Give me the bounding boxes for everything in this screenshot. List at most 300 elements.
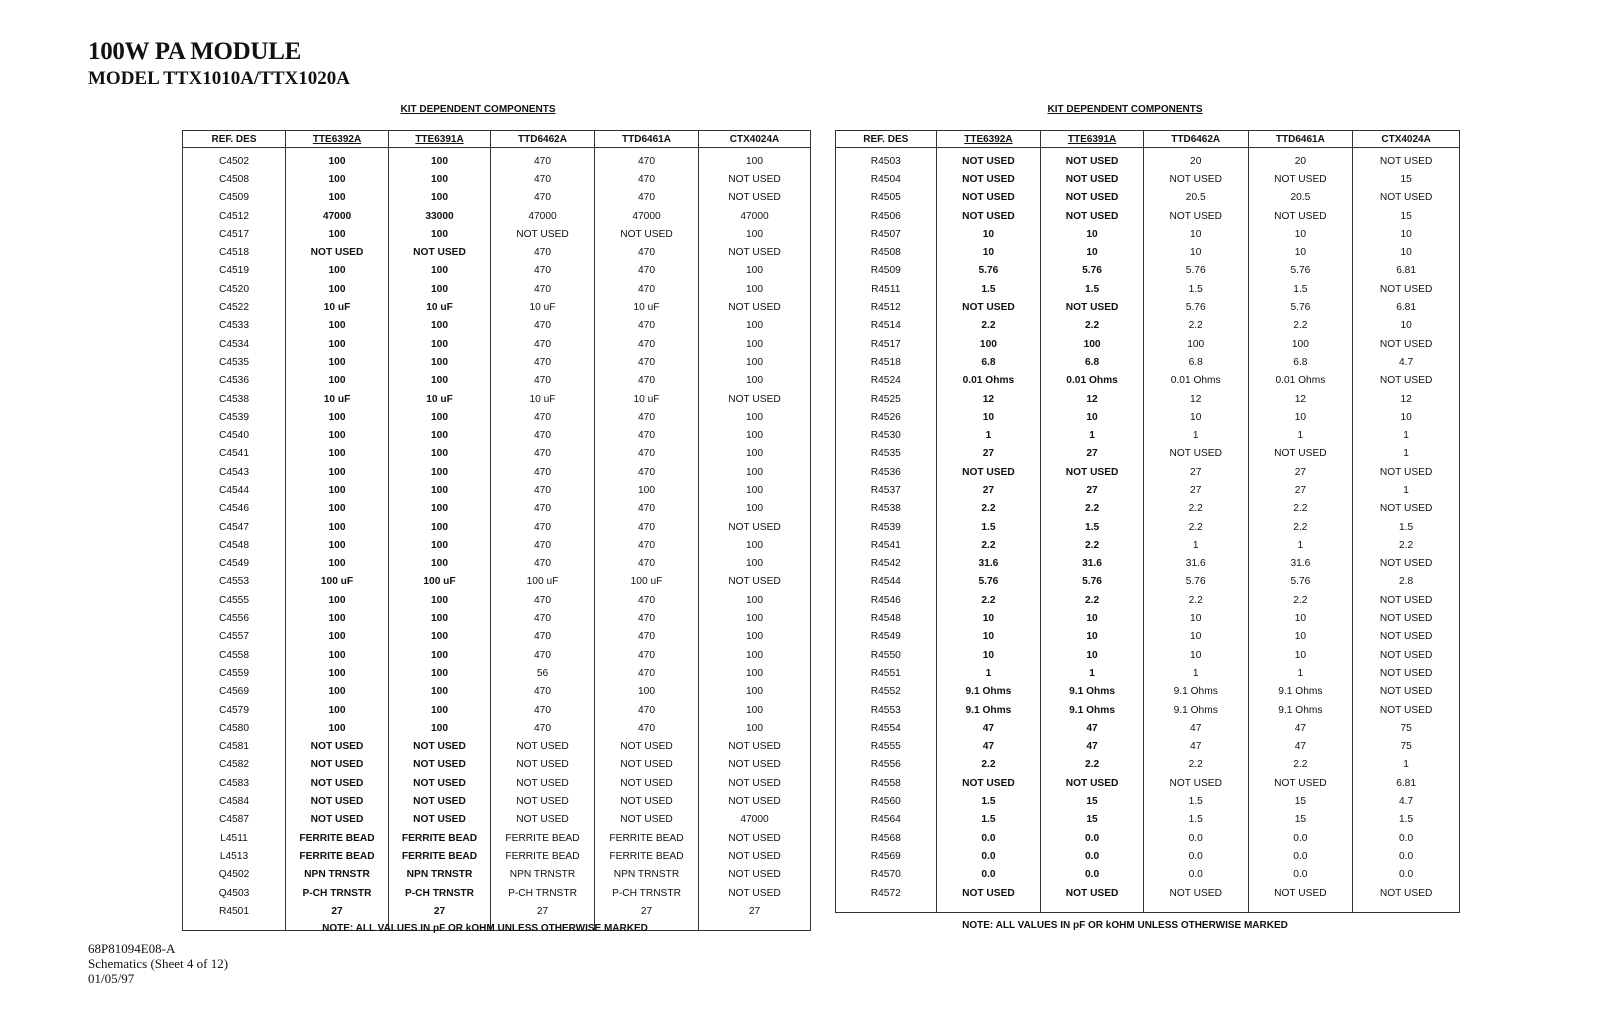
ref-des-cell: C4519 — [183, 262, 286, 280]
value-cell: 10 uF — [491, 298, 595, 316]
table-row — [836, 628, 1460, 646]
ref-des-cell: R4518 — [836, 353, 937, 371]
value-cell: 2.2 — [1041, 591, 1144, 609]
value-cell: NOT USED — [1143, 170, 1248, 188]
value-cell: 31.6 — [936, 555, 1041, 573]
value-cell: 10 uF — [389, 298, 491, 316]
value-cell: 100 — [699, 701, 811, 719]
value-cell: 470 — [595, 317, 699, 335]
document-footer — [88, 941, 228, 986]
ref-des-cell: C4557 — [183, 628, 286, 646]
ref-des-cell: R4550 — [836, 646, 937, 664]
column-header: TTE6392A — [936, 131, 1041, 148]
ref-des-cell: L4511 — [183, 829, 286, 847]
value-cell: 0.0 — [1143, 847, 1248, 865]
ref-des-cell: R4552 — [836, 683, 937, 701]
ref-des-cell: R4508 — [836, 243, 937, 261]
table-row — [836, 518, 1460, 536]
value-cell: 100 — [699, 664, 811, 682]
value-cell: NOT USED — [936, 463, 1041, 481]
table-row — [183, 298, 811, 316]
value-cell: 6.8 — [1248, 353, 1353, 371]
value-cell: 100 — [699, 353, 811, 371]
value-cell: NOT USED — [286, 792, 389, 810]
table-row — [836, 335, 1460, 353]
value-cell: 12 — [1353, 390, 1460, 408]
column-header: CTX4024A — [699, 131, 811, 148]
value-cell: 9.1 Ohms — [936, 701, 1041, 719]
value-cell: NOT USED — [389, 243, 491, 261]
value-cell: NOT USED — [1248, 170, 1353, 188]
ref-des-cell: R4507 — [836, 225, 937, 243]
left-table-caption: KIT DEPENDENT COMPONENTS — [400, 104, 556, 115]
table-header-row — [183, 131, 811, 148]
ref-des-cell: R4514 — [836, 317, 937, 335]
value-cell: P-CH TRNSTR — [595, 884, 699, 902]
ref-des-cell: C4555 — [183, 591, 286, 609]
value-cell: 10 — [1041, 243, 1144, 261]
value-cell: 1.5 — [1143, 792, 1248, 810]
value-cell: 100 — [286, 628, 389, 646]
table-row — [836, 280, 1460, 298]
table-row — [183, 317, 811, 335]
value-cell: 100 — [389, 463, 491, 481]
value-cell: 0.0 — [936, 829, 1041, 847]
value-cell: 1 — [1041, 664, 1144, 682]
sheet-label: Schematics (Sheet 4 of 12) — [88, 956, 229, 971]
value-cell: 100 — [389, 262, 491, 280]
value-cell: 100 — [936, 335, 1041, 353]
ref-des-cell: R4569 — [836, 847, 937, 865]
value-cell: 12 — [936, 390, 1041, 408]
value-cell: 100 — [389, 701, 491, 719]
value-cell: 100 — [286, 262, 389, 280]
value-cell: 2.2 — [936, 536, 1041, 554]
value-cell: 470 — [491, 372, 595, 390]
value-cell: NOT USED — [389, 738, 491, 756]
value-cell: 0.0 — [1041, 866, 1144, 884]
value-cell: 100 — [286, 445, 389, 463]
value-cell: NOT USED — [1248, 774, 1353, 792]
value-cell: 27 — [595, 902, 699, 931]
value-cell: 470 — [491, 262, 595, 280]
value-cell: 100 — [286, 463, 389, 481]
value-cell: 10 — [1143, 609, 1248, 627]
value-cell: 47 — [1143, 719, 1248, 737]
value-cell: NOT USED — [1041, 189, 1144, 207]
ref-des-cell: C4533 — [183, 317, 286, 335]
table-row — [183, 390, 811, 408]
value-cell: 0.01 Ohms — [1041, 372, 1144, 390]
value-cell: 470 — [595, 189, 699, 207]
ref-des-cell: R4517 — [836, 335, 937, 353]
value-cell: NOT USED — [936, 774, 1041, 792]
value-cell: P-CH TRNSTR — [389, 884, 491, 902]
value-cell: 100 — [699, 646, 811, 664]
table-row — [183, 884, 811, 902]
value-cell: 10 — [1248, 628, 1353, 646]
value-cell: 1.5 — [1353, 518, 1460, 536]
ref-des-cell: C4547 — [183, 518, 286, 536]
value-cell: 1 — [1143, 426, 1248, 444]
right-table-note: NOTE: ALL VALUES IN pF OR kOHM UNLESS OTHERWISE MARKED — [962, 920, 1288, 931]
ref-des-cell: R4546 — [836, 591, 937, 609]
value-cell: 0.0 — [1248, 829, 1353, 847]
value-cell: 27 — [1248, 481, 1353, 499]
column-header: TTD6461A — [1248, 131, 1353, 148]
table-row — [836, 445, 1460, 463]
table-row — [836, 609, 1460, 627]
value-cell: 100 — [389, 408, 491, 426]
ref-des-cell: R4560 — [836, 792, 937, 810]
value-cell: NOT USED — [1353, 335, 1460, 353]
value-cell: 2.2 — [936, 756, 1041, 774]
value-cell: 1.5 — [1143, 811, 1248, 829]
ref-des-cell: R4568 — [836, 829, 937, 847]
value-cell: 2.2 — [1353, 536, 1460, 554]
column-header: TTE6391A — [389, 131, 491, 148]
value-cell: 27 — [286, 902, 389, 931]
value-cell: NOT USED — [1143, 207, 1248, 225]
table-row — [183, 225, 811, 243]
value-cell: FERRITE BEAD — [491, 829, 595, 847]
value-cell: 6.81 — [1353, 298, 1460, 316]
value-cell: NOT USED — [1041, 298, 1144, 316]
table-row — [836, 353, 1460, 371]
table-row — [836, 390, 1460, 408]
value-cell: 470 — [491, 609, 595, 627]
table-row — [183, 609, 811, 627]
value-cell: NOT USED — [1143, 445, 1248, 463]
table-row — [183, 756, 811, 774]
value-cell: 470 — [595, 463, 699, 481]
table-row — [183, 555, 811, 573]
value-cell: 100 — [595, 683, 699, 701]
value-cell: 2.2 — [936, 500, 1041, 518]
value-cell: NOT USED — [595, 811, 699, 829]
ref-des-cell: R4548 — [836, 609, 937, 627]
ref-des-cell: R4509 — [836, 262, 937, 280]
value-cell: 20 — [1143, 148, 1248, 171]
ref-des-cell: C4502 — [183, 148, 286, 171]
table-row — [836, 170, 1460, 188]
value-cell: 10 — [936, 609, 1041, 627]
value-cell: 470 — [491, 317, 595, 335]
value-cell: 10 — [1143, 628, 1248, 646]
ref-des-cell: C4558 — [183, 646, 286, 664]
value-cell: 100 — [286, 646, 389, 664]
value-cell: 9.1 Ohms — [1248, 701, 1353, 719]
value-cell: NOT USED — [1353, 148, 1460, 171]
value-cell: 47000 — [491, 207, 595, 225]
value-cell: 100 — [699, 536, 811, 554]
value-cell: 0.01 Ohms — [1143, 372, 1248, 390]
value-cell: FERRITE BEAD — [389, 829, 491, 847]
value-cell: 2.2 — [1143, 756, 1248, 774]
value-cell: NPN TRNSTR — [286, 866, 389, 884]
value-cell: 10 — [1143, 243, 1248, 261]
table-row — [836, 646, 1460, 664]
value-cell: 5.76 — [1248, 573, 1353, 591]
value-cell: 27 — [1143, 463, 1248, 481]
value-cell: 100 — [389, 372, 491, 390]
ref-des-cell: Q4502 — [183, 866, 286, 884]
value-cell: 1 — [936, 664, 1041, 682]
table-row — [183, 518, 811, 536]
value-cell: 100 — [1143, 335, 1248, 353]
ref-des-cell: C4581 — [183, 738, 286, 756]
value-cell: 5.76 — [1248, 262, 1353, 280]
ref-des-cell: R4525 — [836, 390, 937, 408]
value-cell: 0.01 Ohms — [1248, 372, 1353, 390]
value-cell: 5.76 — [936, 573, 1041, 591]
value-cell: 470 — [595, 518, 699, 536]
value-cell: NOT USED — [1041, 207, 1144, 225]
value-cell: NOT USED — [699, 298, 811, 316]
value-cell: NOT USED — [1353, 555, 1460, 573]
value-cell: 470 — [491, 481, 595, 499]
value-cell: NOT USED — [1353, 701, 1460, 719]
value-cell: 100 — [286, 719, 389, 737]
value-cell: 100 — [286, 170, 389, 188]
ref-des-cell: R4558 — [836, 774, 937, 792]
column-header: REF. DES — [183, 131, 286, 148]
value-cell: 47 — [1041, 738, 1144, 756]
value-cell: NOT USED — [1248, 884, 1353, 913]
value-cell: 470 — [595, 536, 699, 554]
ref-des-cell: C4540 — [183, 426, 286, 444]
value-cell: 2.2 — [1143, 317, 1248, 335]
value-cell: 2.8 — [1353, 573, 1460, 591]
value-cell: NOT USED — [1353, 628, 1460, 646]
value-cell: 31.6 — [1143, 555, 1248, 573]
value-cell: 100 — [286, 701, 389, 719]
value-cell: 100 — [699, 463, 811, 481]
value-cell: NOT USED — [1041, 884, 1144, 913]
value-cell: 10 — [936, 408, 1041, 426]
value-cell: 100 — [389, 555, 491, 573]
value-cell: NOT USED — [1143, 774, 1248, 792]
value-cell: 100 — [389, 445, 491, 463]
value-cell: 470 — [595, 701, 699, 719]
value-cell: 100 — [286, 500, 389, 518]
value-cell: 0.0 — [1248, 866, 1353, 884]
value-cell: 100 — [286, 189, 389, 207]
ref-des-cell: C4587 — [183, 811, 286, 829]
value-cell: FERRITE BEAD — [595, 829, 699, 847]
table-row — [836, 207, 1460, 225]
value-cell: 470 — [491, 335, 595, 353]
value-cell: 33000 — [389, 207, 491, 225]
value-cell: NOT USED — [699, 518, 811, 536]
value-cell: 10 — [1041, 408, 1144, 426]
value-cell: NOT USED — [699, 774, 811, 792]
value-cell: 47 — [936, 738, 1041, 756]
column-header: REF. DES — [836, 131, 937, 148]
value-cell: 6.8 — [1041, 353, 1144, 371]
value-cell: 10 uF — [286, 390, 389, 408]
value-cell: 100 — [389, 225, 491, 243]
value-cell: NOT USED — [1041, 774, 1144, 792]
value-cell: 47000 — [595, 207, 699, 225]
value-cell: 20.5 — [1248, 189, 1353, 207]
ref-des-cell: R4538 — [836, 500, 937, 518]
ref-des-cell: C4583 — [183, 774, 286, 792]
value-cell: 470 — [491, 701, 595, 719]
table-row — [836, 536, 1460, 554]
table-row — [183, 811, 811, 829]
ref-des-cell: C4553 — [183, 573, 286, 591]
value-cell: 2.2 — [1248, 756, 1353, 774]
value-cell: 10 — [1143, 408, 1248, 426]
value-cell: 100 — [389, 664, 491, 682]
value-cell: 470 — [595, 262, 699, 280]
value-cell: NOT USED — [699, 738, 811, 756]
value-cell: 47 — [1041, 719, 1144, 737]
ref-des-cell: R4535 — [836, 445, 937, 463]
ref-des-cell: R4549 — [836, 628, 937, 646]
value-cell: 100 — [699, 500, 811, 518]
value-cell: 10 — [1041, 609, 1144, 627]
value-cell: NOT USED — [1353, 664, 1460, 682]
ref-des-cell: R4539 — [836, 518, 937, 536]
right-table-caption: KIT DEPENDENT COMPONENTS — [1047, 104, 1203, 115]
table-row — [183, 646, 811, 664]
value-cell: 1 — [1143, 536, 1248, 554]
value-cell: 12 — [1143, 390, 1248, 408]
ref-des-cell: C4534 — [183, 335, 286, 353]
value-cell: 100 — [286, 555, 389, 573]
value-cell: 1.5 — [936, 811, 1041, 829]
value-cell: 470 — [595, 628, 699, 646]
value-cell: NPN TRNSTR — [491, 866, 595, 884]
value-cell: NOT USED — [1041, 170, 1144, 188]
table-row — [836, 847, 1460, 865]
table-row — [183, 148, 811, 171]
value-cell: 9.1 Ohms — [1143, 701, 1248, 719]
left-components-table — [182, 130, 811, 931]
value-cell: FERRITE BEAD — [491, 847, 595, 865]
value-cell: 100 — [389, 591, 491, 609]
value-cell: 100 uF — [286, 573, 389, 591]
value-cell: 20.5 — [1143, 189, 1248, 207]
value-cell: NOT USED — [936, 170, 1041, 188]
table-row — [183, 207, 811, 225]
value-cell: 56 — [491, 664, 595, 682]
table-row — [836, 408, 1460, 426]
value-cell: 2.2 — [1143, 591, 1248, 609]
value-cell: 470 — [595, 426, 699, 444]
value-cell: NOT USED — [699, 390, 811, 408]
table-row — [836, 811, 1460, 829]
value-cell: 470 — [491, 408, 595, 426]
value-cell: 470 — [491, 463, 595, 481]
table-row — [183, 847, 811, 865]
value-cell: NOT USED — [286, 243, 389, 261]
ref-des-cell: R4554 — [836, 719, 937, 737]
value-cell: 2.2 — [1041, 536, 1144, 554]
value-cell: 6.8 — [936, 353, 1041, 371]
ref-des-cell: C4538 — [183, 390, 286, 408]
table-row — [836, 664, 1460, 682]
value-cell: 47000 — [699, 207, 811, 225]
ref-des-cell: R4541 — [836, 536, 937, 554]
table-row — [183, 738, 811, 756]
table-row — [836, 573, 1460, 591]
value-cell: 100 — [389, 683, 491, 701]
ref-des-cell: C4509 — [183, 189, 286, 207]
value-cell: 20 — [1248, 148, 1353, 171]
value-cell: 10 — [1248, 243, 1353, 261]
value-cell: 0.0 — [1041, 829, 1144, 847]
ref-des-cell: C4569 — [183, 683, 286, 701]
column-header: TTE6391A — [1041, 131, 1144, 148]
value-cell: 2.2 — [936, 591, 1041, 609]
value-cell: P-CH TRNSTR — [491, 884, 595, 902]
value-cell: NOT USED — [699, 884, 811, 902]
value-cell: NOT USED — [595, 225, 699, 243]
table-row — [183, 262, 811, 280]
doc-date: 01/05/97 — [88, 971, 135, 986]
value-cell: 27 — [389, 902, 491, 931]
value-cell: 100 — [286, 335, 389, 353]
value-cell: 100 — [699, 262, 811, 280]
column-header: TTD6461A — [595, 131, 699, 148]
value-cell: NOT USED — [699, 792, 811, 810]
value-cell: 470 — [595, 646, 699, 664]
value-cell: 100 — [389, 426, 491, 444]
value-cell: 470 — [491, 280, 595, 298]
ref-des-cell: R4503 — [836, 148, 937, 171]
value-cell: 100 — [699, 408, 811, 426]
value-cell: NOT USED — [595, 774, 699, 792]
value-cell: 9.1 Ohms — [1041, 701, 1144, 719]
value-cell: NOT USED — [1143, 884, 1248, 913]
table-row — [183, 481, 811, 499]
value-cell: 10 — [1353, 225, 1460, 243]
doc-number: 68P81094E08-A — [88, 941, 176, 956]
value-cell: 470 — [491, 591, 595, 609]
value-cell: 470 — [491, 536, 595, 554]
value-cell: 470 — [595, 591, 699, 609]
value-cell: 5.76 — [1143, 262, 1248, 280]
value-cell: NOT USED — [389, 774, 491, 792]
value-cell: NOT USED — [1353, 609, 1460, 627]
value-cell: 31.6 — [1248, 555, 1353, 573]
value-cell: 100 — [1248, 335, 1353, 353]
table-row — [836, 756, 1460, 774]
value-cell: NOT USED — [699, 573, 811, 591]
value-cell: NOT USED — [699, 847, 811, 865]
value-cell: 100 — [389, 500, 491, 518]
value-cell: 0.0 — [1353, 866, 1460, 884]
value-cell: NOT USED — [699, 189, 811, 207]
value-cell: NOT USED — [389, 756, 491, 774]
ref-des-cell: C4548 — [183, 536, 286, 554]
value-cell: NOT USED — [699, 829, 811, 847]
table-row — [183, 628, 811, 646]
value-cell: 6.81 — [1353, 774, 1460, 792]
value-cell: 470 — [595, 353, 699, 371]
value-cell: 10 — [1353, 408, 1460, 426]
value-cell: NOT USED — [595, 738, 699, 756]
value-cell: NOT USED — [389, 811, 491, 829]
value-cell: 0.0 — [1143, 866, 1248, 884]
value-cell: 47 — [1143, 738, 1248, 756]
value-cell: 0.0 — [1353, 847, 1460, 865]
table-row — [183, 792, 811, 810]
value-cell: 2.2 — [1143, 500, 1248, 518]
